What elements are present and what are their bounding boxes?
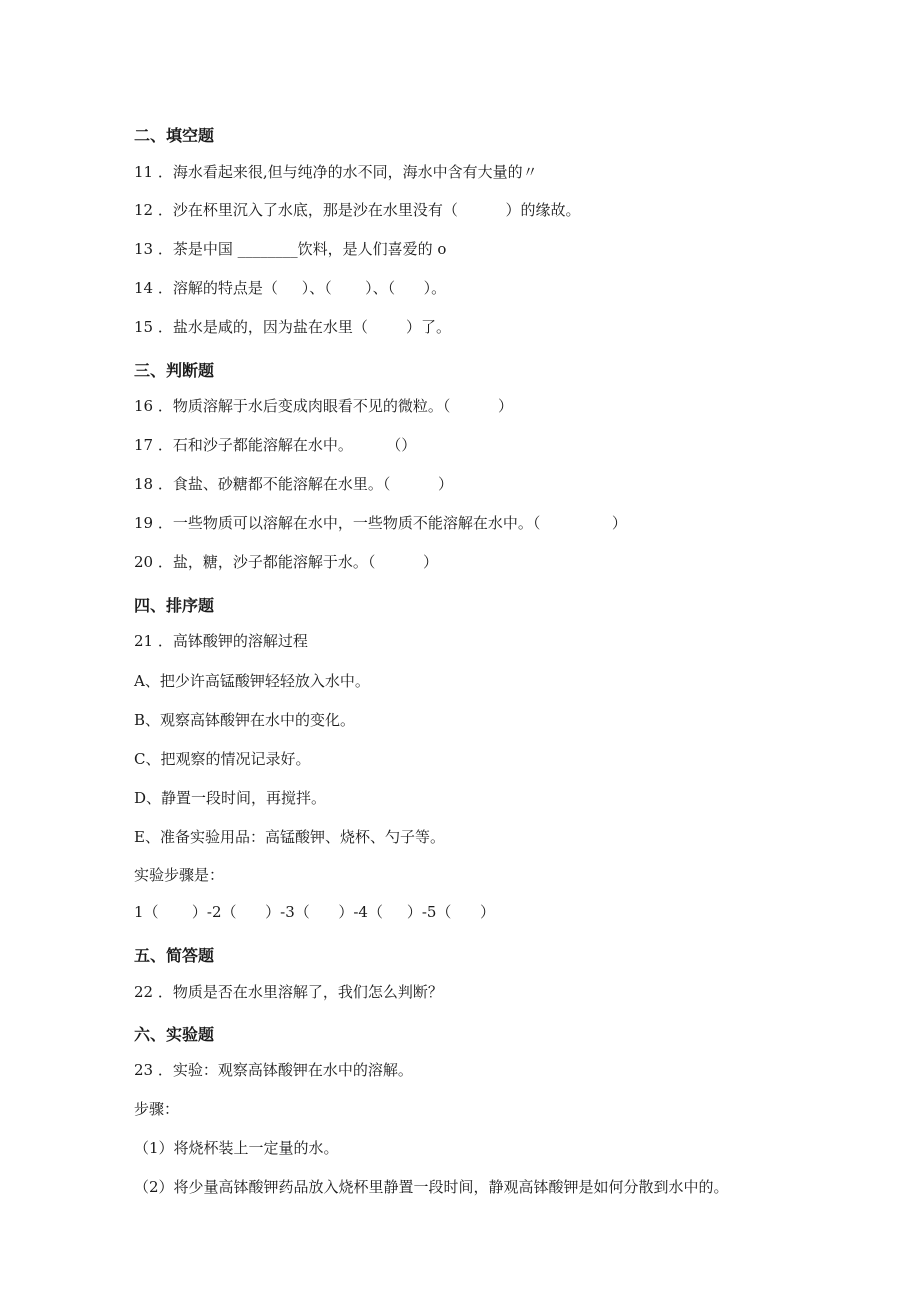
ordering-steps: 1（ ）-2（ ）-3（ ）-4（ ）-5（ ） (134, 903, 496, 921)
option-d: D、静置一段时间，再搅拌。 (134, 789, 327, 807)
question-18: 18 ．食盐、砂糖都不能溶解在水里。（ ） (134, 475, 454, 493)
question-14: 14 ．溶解的特点是（ ）、（ ）、（ ）。 (134, 279, 447, 297)
question-19: 19 ．一些物质可以溶解在水中，一些物质不能溶解在水中。（ ） (134, 514, 627, 532)
option-b: B、观察高钵酸钾在水中的变化。 (134, 711, 356, 729)
option-c: C、把观察的情况记录好。 (134, 750, 311, 768)
section-heading-true-false: 三、判断题 (134, 361, 215, 380)
question-12: 12 ．沙在杯里沉入了水底，那是沙在水里没有（ ）的缘故。 (134, 201, 581, 219)
section-heading-experiment: 六、实验题 (134, 1025, 215, 1044)
question-22: 22 ．物质是否在水里溶解了，我们怎么判断？ (134, 983, 443, 1001)
question-15: 15 ．盐水是咸的，因为盐在水里（ ）了。 (134, 318, 452, 336)
question-16: 16 ．物质溶解于水后变成肉眼看不见的微粒。（ ） (134, 397, 514, 415)
question-13: 13 ．茶是中国 ________饮料，是人们喜爱的 o (134, 240, 447, 258)
experiment-step-1: （1）将烧杯装上一定量的水。 (134, 1139, 339, 1157)
question-17: 17 ．石和沙子都能溶解在水中。 （） (134, 436, 417, 454)
experiment-steps-label: 步骤： (134, 1100, 180, 1118)
question-20: 20 ．盐，糖，沙子都能溶解于水。（ ） (134, 553, 439, 571)
option-e: E、准备实验用品：高锰酸钾、烧杯、勺子等。 (134, 828, 445, 846)
question-21: 21 ．高钵酸钾的溶解过程 (134, 632, 308, 650)
section-heading-ordering: 四、排序题 (134, 596, 215, 615)
question-23: 23 ．实验：观察高钵酸钾在水中的溶解。 (134, 1061, 413, 1079)
section-heading-fill-blank: 二、填空题 (134, 126, 215, 145)
question-11: 11 ．海水看起来很,但与纯净的水不同，海水中含有大量的〃 (134, 163, 538, 181)
experiment-step-2: （2）将少量高钵酸钾药品放入烧杯里静置一段时间，静观高钵酸钾是如何分散到水中的。 (134, 1178, 729, 1196)
option-a: A、把少许高锰酸钾轻轻放入水中。 (134, 672, 370, 690)
ordering-steps-label: 实验步骤是： (134, 866, 225, 884)
section-heading-short-answer: 五、简答题 (134, 946, 215, 965)
